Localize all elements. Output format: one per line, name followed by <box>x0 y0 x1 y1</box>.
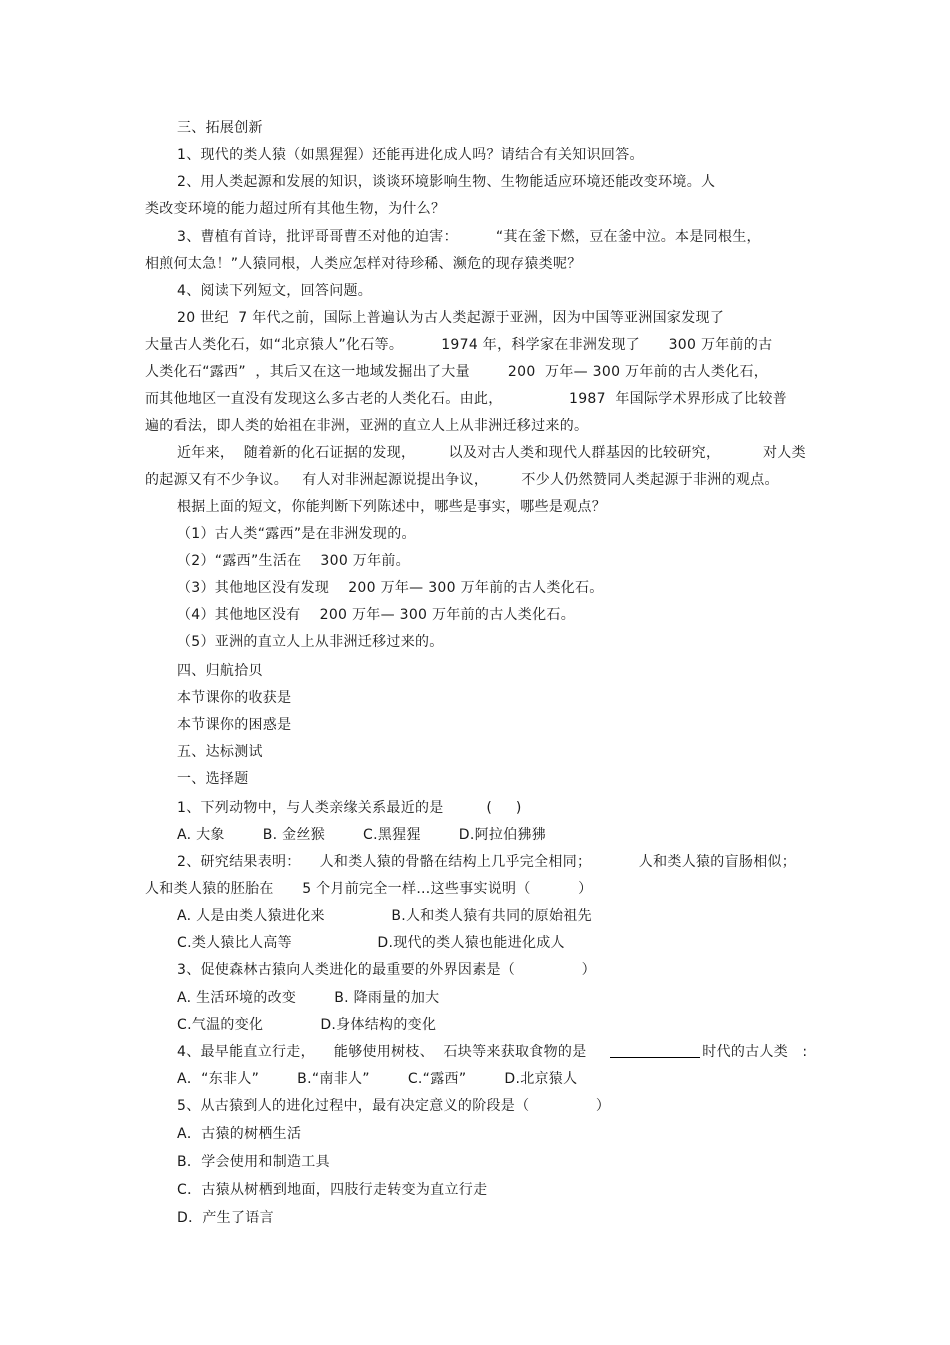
question-3-line2: 相煎何太急！”人猿同根，人类应怎样对待珍稀、濒危的现存猿类呢？ <box>145 256 582 272</box>
judge-prompt: 根据上面的短文，你能判断下列陈述中，哪些是事实，哪些是观点？ <box>177 499 606 515</box>
gain-prompt: 本节课你的收获是 <box>177 690 292 706</box>
mc5-stem: 5、从古猿到人的进化过程中，最有决定意义的阶段是（ ） <box>177 1098 611 1114</box>
mc5-option-c: C．古猿从树栖到地面，四肢行走转变为直立行走 <box>177 1182 488 1198</box>
statement-1: （1）古人类“露西”是在非洲发现的。 <box>177 526 416 542</box>
passage-p1-line4: 而其他地区一直没有发现这么多古老的人类化石。由此， 1987 年国际学术界形成了比较普 <box>145 391 787 407</box>
question-3-line1: 3、曹植有首诗，批评哥哥曹丕对他的迫害： “萁在釜下燃，豆在釜中泣。本是同根生， <box>177 229 761 245</box>
mc4-stem-after: 时代的古人类 : <box>702 1044 808 1060</box>
confusion-prompt: 本节课你的困惑是 <box>177 717 292 733</box>
mc2-options-ab: A. 人是由类人猿进化来 B.人和类人猿有共同的原始祖先 <box>177 908 592 924</box>
mc5-option-a: A．古猿的树栖生活 <box>177 1126 302 1142</box>
passage-p1-line1: 20 世纪 7 年代之前，国际上普遍认为古人类起源于亚洲，因为中国等亚洲国家发现了 <box>177 310 725 326</box>
passage-p1-line5: 遍的看法，即人类的始祖在非洲，亚洲的直立人上从非洲迁移过来的。 <box>145 418 589 434</box>
mc4-stem-before: 4、最早能直立行走， 能够使用树枝、 石块等来获取食物的是 <box>177 1044 611 1060</box>
passage-p2-line2: 的起源又有不少争议。 有人对非洲起源说提出争议， 不少人仍然赞同人类起源于非洲的观点。 <box>145 472 779 488</box>
statement-4: （4）其他地区没有 200 万年— 300 万年前的古人类化石。 <box>177 607 576 623</box>
mc1-options: A. 大象 B. 金丝猴 C.黑猩猩 D.阿拉伯狒狒 <box>177 827 547 843</box>
mc5-option-d: D．产生了语言 <box>177 1210 274 1226</box>
statement-5: （5）亚洲的直立人上从非洲迁移过来的。 <box>177 634 444 650</box>
passage-p1-line3: 人类化石“露西” ，其后又在这一地域发掘出了大量 200 万年— 300 万年前的古人类化石， <box>145 364 769 380</box>
mc2-options-cd: C.类人猿比人高等 D.现代的类人猿也能进化成人 <box>177 935 565 951</box>
mc3-options-ab: A. 生活环境的改变 B. 降雨量的加大 <box>177 990 440 1006</box>
passage-p1-line2: 大量古人类化石，如“北京猿人”化石等。 1974 年，科学家在非洲发现了 300 万年前的古 <box>145 337 773 353</box>
mc3-options-cd: C.气温的变化 D.身体结构的变化 <box>177 1017 437 1033</box>
statement-3: （3）其他地区没有发现 200 万年— 300 万年前的古人类化石。 <box>177 580 604 596</box>
mc1-stem: 1、下列动物中，与人类亲缘关系最近的是 ( ) <box>177 800 522 816</box>
question-2-line2: 类改变环境的能力超过所有其他生物，为什么？ <box>145 201 446 217</box>
mc2-stem-line2: 人和类人猿的胚胎在 5 个月前完全一样…这些事实说明（ ） <box>145 881 593 897</box>
mc4-stem <box>177 1042 807 1062</box>
mc4-options: A．“东非人” B.“南非人” C.“露西” D.北京猿人 <box>177 1071 578 1087</box>
question-4: 4、阅读下列短文，回答问题。 <box>177 283 373 299</box>
mc2-stem-line1: 2、研究结果表明： 人和类人猿的骨骼在结构上几乎完全相同； 人和类人猿的盲肠相似； <box>177 854 797 870</box>
answer-blank <box>610 1043 700 1058</box>
subsection-multiple-choice: 一、选择题 <box>177 771 249 787</box>
question-1: 1、现代的类人猿（如黑猩猩）还能再进化成人吗？请结合有关知识回答。 <box>177 147 644 163</box>
section-heading-summary: 四、归航拾贝 <box>177 663 263 679</box>
question-2-line1: 2、用人类起源和发展的知识，谈谈环境影响生物、生物能适应环境还能改变环境。人 <box>177 174 716 190</box>
mc3-stem: 3、促使森林古猿向人类进化的最重要的外界因素是（ ） <box>177 962 596 978</box>
statement-2: （2）“露西”生活在 300 万年前。 <box>177 553 410 569</box>
section-heading-test: 五、达标测试 <box>177 744 263 760</box>
passage-p2-line1: 近年来， 随着新的化石证据的发现， 以及对古人类和现代人群基因的比较研究， 对人类 <box>177 445 806 461</box>
section-heading-extension: 三、拓展创新 <box>177 120 263 136</box>
mc5-option-b: B．学会使用和制造工具 <box>177 1154 330 1170</box>
